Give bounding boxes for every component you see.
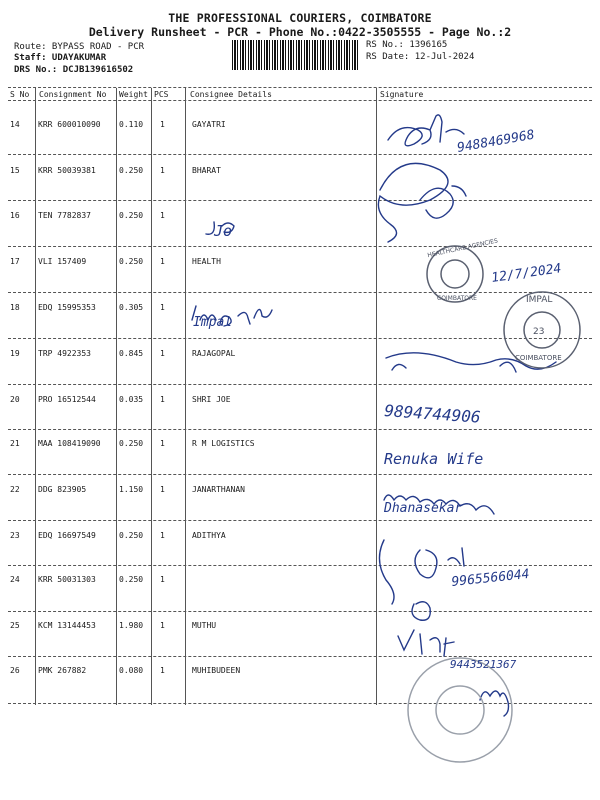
row-pcs: 1 <box>160 349 165 358</box>
row-sno: 23 <box>10 531 20 540</box>
row-consignment: MAA 108419090 <box>38 439 101 448</box>
stamp-healthcare-city: COIMBATORE <box>437 295 477 302</box>
row-consignee: BHARAT <box>192 166 221 175</box>
stamp-healthcare-inner <box>441 260 469 288</box>
row-pcs: 1 <box>160 257 165 266</box>
row-pcs: 1 <box>160 303 165 312</box>
row-weight: 0.250 <box>119 575 144 584</box>
row-pcs: 1 <box>160 395 165 404</box>
staff-label: Staff: UDAYAKUMAR <box>14 53 107 63</box>
col-header-consignee: Consignee Details <box>190 90 272 99</box>
row-sno: 24 <box>10 575 20 584</box>
row-sno: 19 <box>10 349 20 358</box>
handwritten-phone-joe: 9894744906 <box>383 401 482 427</box>
row-consignment: DDG 823905 <box>38 485 87 494</box>
row-weight: 0.250 <box>119 257 144 266</box>
row-sno: 14 <box>10 120 20 129</box>
row-weight: 0.250 <box>119 531 144 540</box>
row-pcs: 1 <box>160 211 165 220</box>
row-consignee: SHRI JOE <box>192 395 231 404</box>
handwritten-note-18: Impal <box>193 315 233 330</box>
row-consignment: KCM 13144453 <box>38 621 96 630</box>
row-sno: 22 <box>10 485 20 494</box>
col-header-consignment: Consignment No <box>39 90 107 99</box>
row-consignment: KRR 600010090 <box>38 120 101 129</box>
signature-bharat <box>378 163 466 242</box>
row-sno: 17 <box>10 257 20 266</box>
col-header-weight: Weight <box>119 90 148 99</box>
row-weight: 0.035 <box>119 395 144 404</box>
col-header-sno: S No <box>10 90 30 99</box>
row-weight: 0.110 <box>119 120 144 129</box>
stamp-impal-num: 23 <box>533 327 545 337</box>
handwritten-date: 12/7/2024 <box>490 261 563 286</box>
handwritten-phone-adithya: 9965566044 <box>450 566 531 590</box>
signature-muthu <box>398 630 454 656</box>
col-header-signature: Signature <box>380 90 424 99</box>
row-consignment: KRR 50031303 <box>38 575 96 584</box>
row-consignment: EDQ 15995353 <box>38 303 96 312</box>
route-label: Route: BYPASS ROAD - PCR <box>14 42 145 52</box>
stamp-healthcare-text: HEALTHCARE AGENCIES <box>426 237 499 260</box>
row-consignment: KRR 50039381 <box>38 166 96 175</box>
row-consignment: PMK 267882 <box>38 666 87 675</box>
row-consignee: GAYATRI <box>192 120 226 129</box>
row-weight: 0.250 <box>119 439 144 448</box>
row-consignee: RAJAGOPAL <box>192 349 236 358</box>
row-pcs: 1 <box>160 575 165 584</box>
row-weight: 1.980 <box>119 621 144 630</box>
row-consignment: EDQ 16697549 <box>38 531 96 540</box>
row-consignee: R M LOGISTICS <box>192 439 255 448</box>
row-weight: 0.080 <box>119 666 144 675</box>
stamp-impal-text: IMPAL <box>526 295 553 305</box>
handwritten-phone-muthu: 9443521367 <box>450 658 517 671</box>
row-consignment: TEN 7782837 <box>38 211 91 220</box>
row-pcs: 1 <box>160 621 165 630</box>
row-pcs: 1 <box>160 531 165 540</box>
row-consignment: VLI 157409 <box>38 257 87 266</box>
signature-initial-24 <box>412 602 430 621</box>
row-weight: 0.250 <box>119 166 144 175</box>
row-sno: 18 <box>10 303 20 312</box>
row-consignment: TRP 4922353 <box>38 349 91 358</box>
row-consignee: MUHIBUDEEN <box>192 666 241 675</box>
row-consignment: PRO 16512544 <box>38 395 96 404</box>
row-pcs: 1 <box>160 166 165 175</box>
row-sno: 25 <box>10 621 20 630</box>
signature-gayatri <box>388 115 464 146</box>
row-sno: 20 <box>10 395 20 404</box>
col-header-pcs: PCS <box>154 90 169 99</box>
row-consignee: ADITHYA <box>192 531 226 540</box>
row-consignee: JANARTHANAN <box>192 485 245 494</box>
row-consignee: MUTHU <box>192 621 217 630</box>
row-weight: 0.250 <box>119 211 144 220</box>
rs-number: RS No.: 1396165 <box>366 40 448 50</box>
row-weight: 0.845 <box>119 349 144 358</box>
drs-number: DRS No.: DCJB139616502 <box>14 65 134 75</box>
row-weight: 0.305 <box>119 303 144 312</box>
row-sno: 16 <box>10 211 20 220</box>
row-pcs: 1 <box>160 120 165 129</box>
page-title: THE PROFESSIONAL COURIERS, COIMBATORE <box>168 11 432 25</box>
handwritten-name-rm: Renuka Wife <box>384 450 484 468</box>
handwritten-note-16: Jo <box>214 222 233 240</box>
row-consignee: HEALTH <box>192 257 221 266</box>
row-pcs: 1 <box>160 485 165 494</box>
row-sno: 26 <box>10 666 20 675</box>
stamp-impal-city: COIMBATORE <box>515 354 562 362</box>
signature-adithya <box>379 540 464 604</box>
rs-date: RS Date: 12-Jul-2024 <box>366 52 475 62</box>
row-weight: 1.150 <box>119 485 144 494</box>
handwritten-phone-gayatri: 9488469968 <box>456 127 536 156</box>
row-sno: 15 <box>10 166 20 175</box>
row-pcs: 1 <box>160 439 165 448</box>
stamp-bottom-inner <box>436 686 484 734</box>
row-sno: 21 <box>10 439 20 448</box>
stamp-bottom-outer <box>408 658 512 762</box>
page-subtitle: Delivery Runsheet - PCR - Phone No.:0422-3505555 - Page No.:2 <box>88 25 512 39</box>
row-pcs: 1 <box>160 666 165 675</box>
handwritten-name-janar: Dhanasekar <box>384 501 463 516</box>
